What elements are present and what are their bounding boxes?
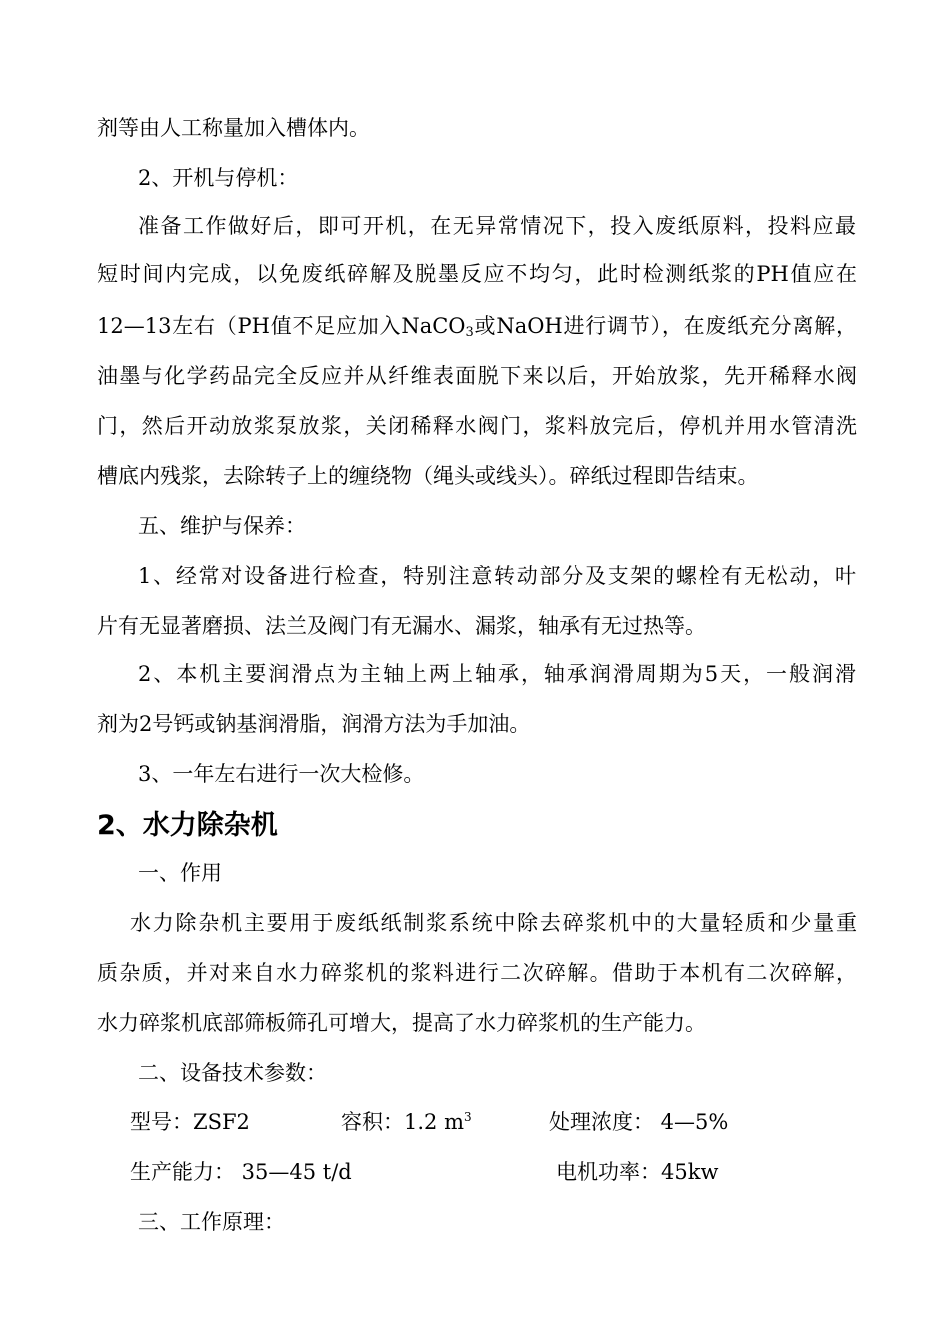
- param-concentration: 处理浓度： 4—5%: [549, 1110, 729, 1134]
- paragraph-line: 短时间内完成，以免废纸碎解及脱墨反应不均匀，此时检测纸浆的PH值应在: [97, 262, 857, 286]
- superscript: 3: [464, 1110, 472, 1124]
- text-span: 12—13左右（PH值不足应加入NaCO: [97, 314, 466, 338]
- section-title: 五、维护与保养：: [138, 514, 306, 538]
- paragraph-line: 3、一年左右进行一次大检修。: [138, 762, 425, 786]
- param-motor-power: 电机功率：45kw: [556, 1160, 719, 1184]
- paragraph-line: 质杂质，并对来自水力碎浆机的浆料进行二次碎解。借助于本机有二次碎解，: [97, 961, 857, 985]
- text-span: 或NaOH进行调节），在废纸充分离解，: [473, 314, 857, 338]
- param-volume: [341, 1107, 472, 1137]
- section-title: 一、作用: [138, 861, 222, 885]
- param-capacity: 生产能力： 35—45 t/d: [130, 1160, 352, 1184]
- heading-water-impurity-remover: 2、水力除杂机: [97, 810, 278, 841]
- paragraph-line: [97, 311, 857, 341]
- paragraph-line: 门，然后开动放浆泵放浆，关闭稀释水阀门，浆料放完后，停机并用水管清洗: [97, 414, 857, 438]
- paragraph-line: 准备工作做好后，即可开机，在无异常情况下，投入废纸原料，投料应最: [138, 214, 856, 238]
- paragraph-line: 剂等由人工称量加入槽体内。: [97, 116, 370, 140]
- paragraph-line: 2、本机主要润滑点为主轴上两上轴承，轴承润滑周期为5天，一般润滑: [138, 662, 856, 686]
- paragraph-line: 水力碎浆机底部筛板筛孔可增大，提高了水力碎浆机的生产能力。: [97, 1011, 706, 1035]
- subscript: 3: [465, 325, 474, 340]
- paragraph-line: 剂为2号钙或钠基润滑脂，润滑方法为手加油。: [97, 712, 531, 736]
- paragraph-line: 水力除杂机主要用于废纸纸制浆系统中除去碎浆机中的大量轻质和少量重: [130, 911, 857, 935]
- section-title: 二、设备技术参数：: [138, 1061, 327, 1085]
- param-model: 型号：ZSF2: [130, 1110, 250, 1134]
- section-title: 三、工作原理：: [138, 1210, 285, 1234]
- paragraph-line: 1、经常对设备进行检查，特别注意转动部分及支架的螺栓有无松动，叶: [138, 564, 856, 588]
- paragraph-line: 片有无显著磨损、法兰及阀门有无漏水、漏浆，轴承有无过热等。: [97, 614, 706, 638]
- paragraph-line: 油墨与化学药品完全反应并从纤维表面脱下来以后，开始放浆，先开稀释水阀: [97, 364, 857, 388]
- subsection-title: 2、开机与停机：: [138, 166, 299, 190]
- param-volume-value: 容积：1.2 m: [341, 1110, 464, 1134]
- paragraph-line: 槽底内残浆，去除转子上的缠绕物（绳头或线头）。碎纸过程即告结束。: [97, 464, 759, 488]
